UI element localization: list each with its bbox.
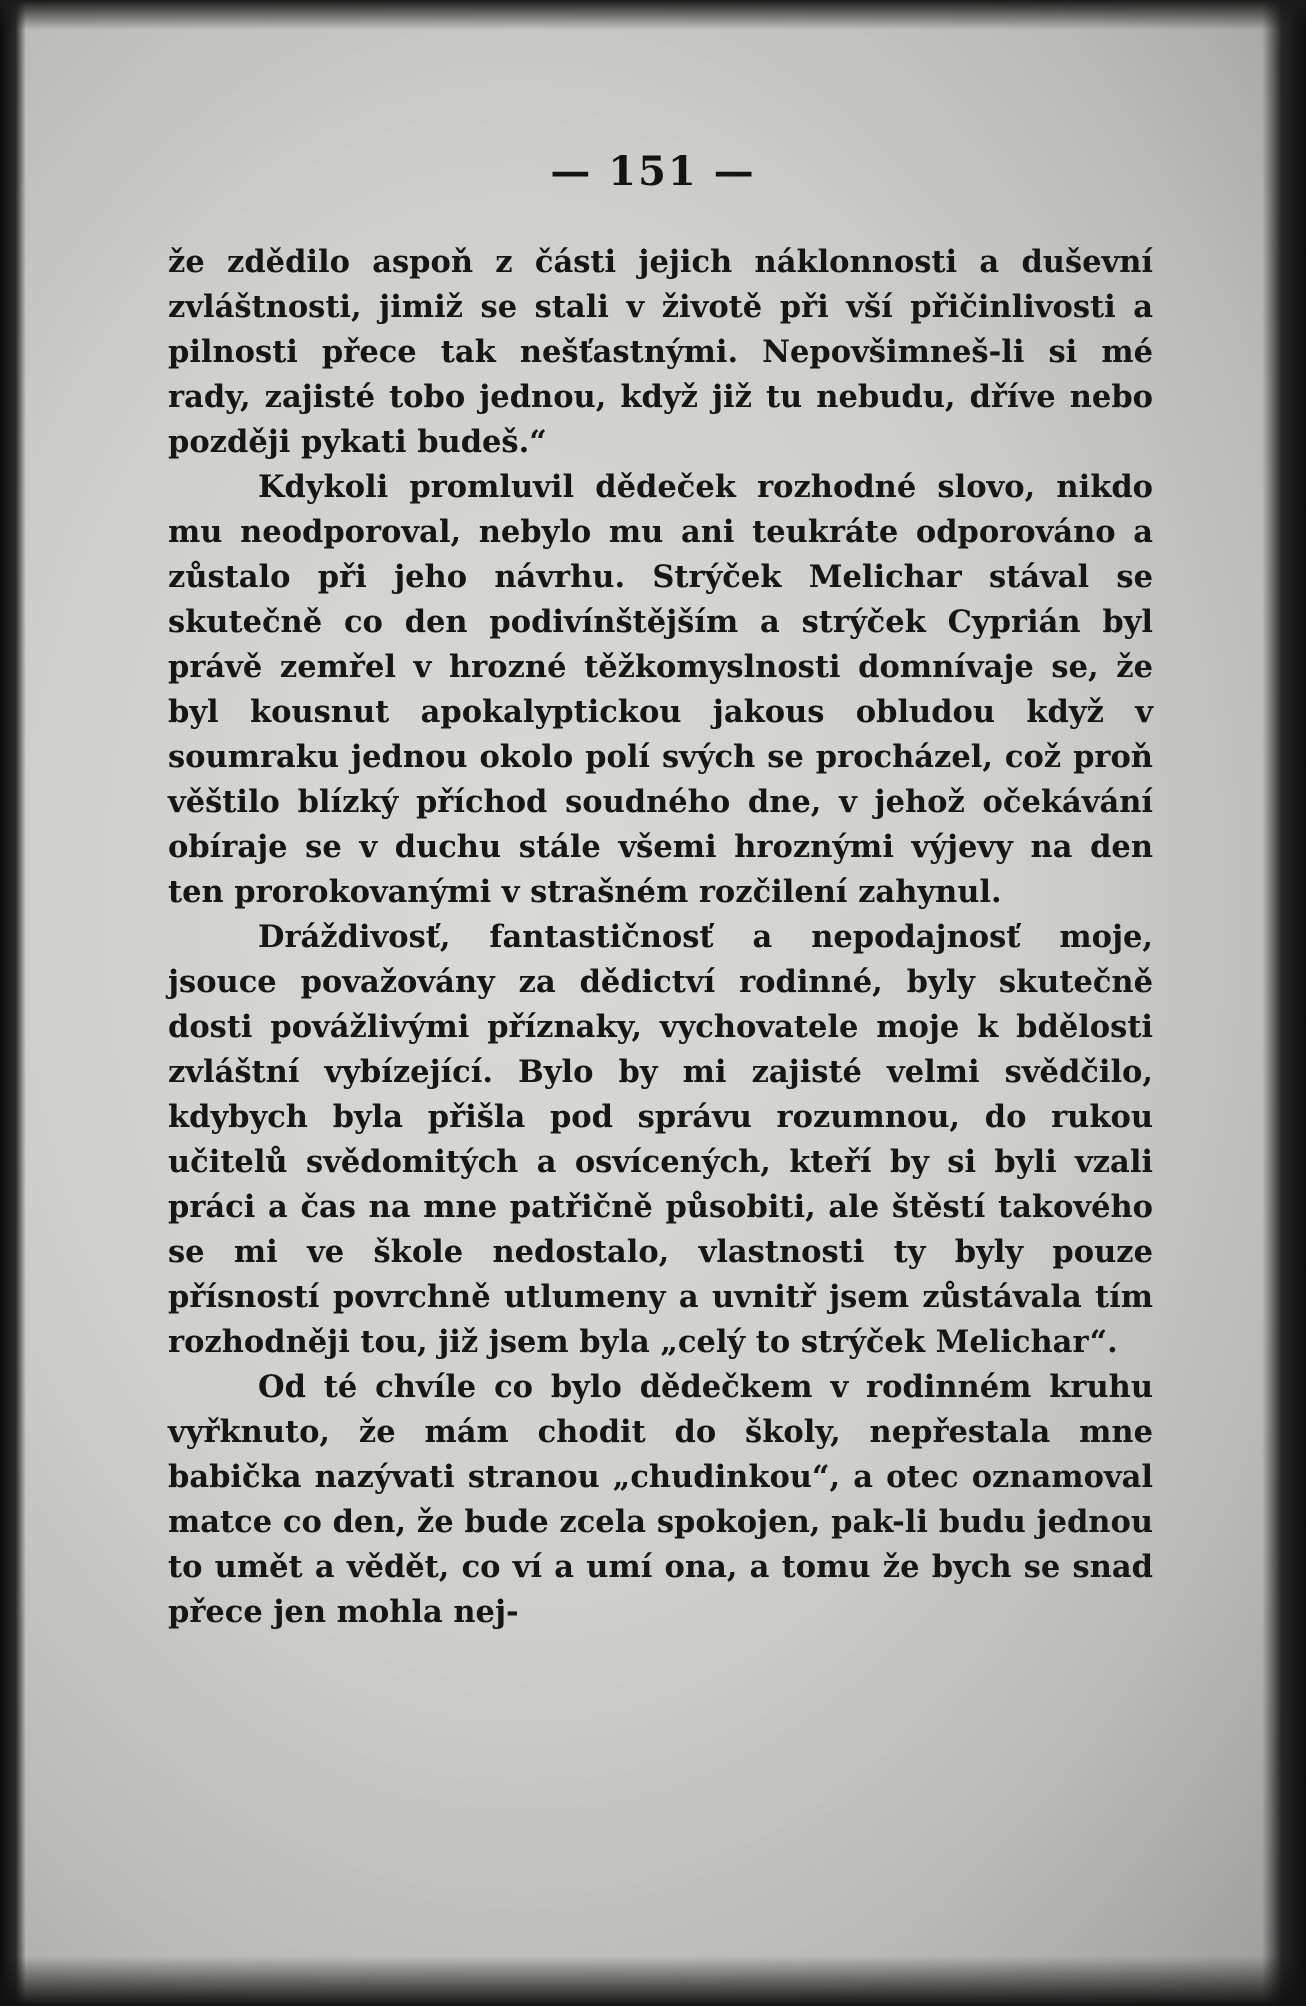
page-number: — 151 — (550, 148, 756, 195)
paragraph-1: že zdědilo aspoň z části jejich náklonnosti a duševní zvláštnosti, jimiž se stali v životě při vší přičinlivosti a pilnosti přece tak nešťastnými. Nepovšimneš-li si mé rady, zajisté tobo jednou, když již tu nebudu, dříve nebo později pykati budeš.“ (168, 244, 1153, 460)
body-text (168, 240, 1153, 1635)
page-edge-shadow-top (0, 0, 1306, 30)
page-edge-shadow-left (0, 0, 26, 2006)
paragraph-3: Dráždivosť, fantastičnosť a nepodajnosť moje, jsouce považovány za dědictví rodinné, byly skutečně dosti povážlivými příznaky, vychovatele moje k bdělosti zvláštní vybízející. Bylo by mi zajisté velmi svědčilo, kdybych byla přišla pod správu rozumnou, do rukou učitelů svědomitých a osvícených, kteří by si byli vzali práci a čas na mne patřičně působiti, ale štěstí takového se mi ve škole nedostalo, vlastnosti ty byly pouze přísností povrchně utlumeny a uvnitř jsem zůstávala tím rozhodněji tou, již jsem byla „celý to strýček Melichar“. (168, 919, 1153, 1360)
page-edge-shadow-bottom (0, 1956, 1306, 2006)
page-edge-shadow-right (1262, 0, 1306, 2006)
paragraph-4: Od té chvíle co bylo dědečkem v rodinném kruhu vyřknuto, že mám chodit do školy, nepřestala mne babička nazývati stranou „chudinkou“, a otec oznamoval matce co den, že bude zcela spokojen, pak-li budu jednou to umět a vědět, co ví a umí ona, a tomu že bych se snad přece jen mohla nej- (168, 1369, 1153, 1630)
paragraph-2: Kdykoli promluvil dědeček rozhodné slovo, nikdo mu neodporoval, nebylo mu ani teukráte odporováno a zůstalo při jeho návrhu. Strýček Melichar stával se skutečně co den podivínštějším a strýček Cyprián byl právě zemřel v hrozné těžkomyslnosti domnívaje se, že byl kousnut apokalyptickou jakous obludou když v soumraku jednou okolo polí svých se procházel, což proň věštilo blízký příchod soudného dne, v jehož očekávání obíraje se v duchu stále všemi hroznými výjevy na den ten prorokovanými v strašném rozčilení zahynul. (168, 469, 1153, 910)
